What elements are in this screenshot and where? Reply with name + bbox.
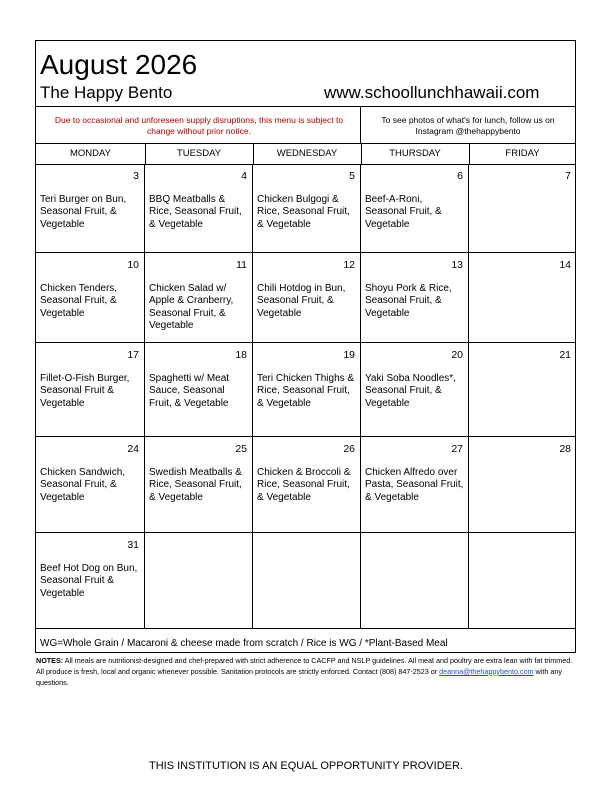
- date-number: 26: [343, 443, 355, 455]
- notes-text: All meals are nutritionist-designed and chef-prepared with strict adherence to CACFP and NSLP guidelines. All meat and poultry are extra lean with fat trimmed. All produce is fresh, local and organic whenever possible. Sanitation protocols are strictly enforced. Contact (808) 847-2523 or: [36, 656, 573, 676]
- supply-notice: Due to occasional and unforeseen supply disruptions, this menu is subject to change without prior notice.: [54, 115, 344, 136]
- day-cell: [36, 253, 145, 343]
- notes: [36, 656, 576, 688]
- divider: [145, 143, 146, 164]
- day-cell: [253, 343, 361, 437]
- legend: WG=Whole Grain / Macaroni & cheese made from scratch / Rice is WG / *Plant-Based Meal: [40, 638, 448, 649]
- instagram-note: To see photos of what's for lunch, follow us on Instagram @thehappybento: [381, 115, 555, 136]
- meal-description: Chicken Salad w/ Apple & Cranberry, Seasonal Fruit, & Vegetable: [149, 283, 234, 331]
- day-cell: [145, 164, 253, 253]
- meal-description: Beef Hot Dog on Bun, Seasonal Fruit & Vegetable: [40, 563, 138, 599]
- date-number: 20: [451, 349, 463, 361]
- day-header-wednesday: WEDNESDAY: [276, 148, 338, 159]
- meal-description: Beef-A-Roni, Seasonal Fruit, & Vegetable: [365, 194, 442, 230]
- date-number: 4: [241, 170, 247, 182]
- meal-description: Teri Burger on Bun, Seasonal Fruit, & Vegetable: [40, 194, 127, 230]
- meal-description: Yaki Soba Noodles*, Seasonal Fruit, & Vegetable: [365, 373, 456, 409]
- date-number: 18: [235, 349, 247, 361]
- day-cell: [469, 533, 576, 629]
- day-cell: [361, 343, 469, 437]
- meal-description: Teri Chicken Thighs & Rice, Seasonal Fruit, & Vegetable: [257, 373, 355, 409]
- date-number: 14: [559, 259, 571, 271]
- date-number: 3: [133, 170, 139, 182]
- divider: [360, 106, 361, 143]
- day-header-tuesday: TUESDAY: [176, 148, 222, 159]
- day-header-thursday: THURSDAY: [389, 148, 441, 159]
- notes-label: NOTES:: [36, 656, 64, 665]
- day-cell: [36, 533, 145, 629]
- meal-description: Spaghetti w/ Meat Sauce, Seasonal Fruit, & Vegetable: [149, 373, 230, 409]
- day-cell: [36, 164, 145, 253]
- email-link[interactable]: deanna@thehappybento.com: [439, 666, 534, 676]
- date-number: 12: [343, 259, 355, 271]
- day-header-friday: FRIDAY: [505, 148, 540, 159]
- notes-suffix: with any questions.: [36, 666, 562, 687]
- day-cell: [253, 164, 361, 253]
- day-cell: [469, 437, 576, 533]
- day-cell: [361, 533, 469, 629]
- divider: [36, 143, 575, 144]
- day-cell: [361, 164, 469, 253]
- day-cell: [361, 253, 469, 343]
- day-cell: [361, 437, 469, 533]
- meal-description: Chicken & Broccoli & Rice, Seasonal Fruit, & Vegetable: [257, 467, 351, 503]
- date-number: 11: [236, 259, 247, 271]
- day-cell: [36, 437, 145, 533]
- divider: [469, 143, 470, 164]
- day-header-monday: MONDAY: [70, 148, 111, 159]
- day-cell: [253, 253, 361, 343]
- day-cell: [145, 343, 253, 437]
- date-number: 5: [349, 170, 355, 182]
- date-number: 13: [451, 259, 463, 271]
- footer: THIS INSTITUTION IS AN EQUAL OPPORTUNITY PROVIDER.: [149, 760, 463, 772]
- date-number: 6: [457, 170, 463, 182]
- meal-description: Chicken Bulgogi & Rice, Seasonal Fruit, & Vegetable: [257, 194, 350, 230]
- meal-description: BBQ Meatballs & Rice, Seasonal Fruit, & Vegetable: [149, 194, 242, 230]
- meal-description: Chicken Alfredo over Pasta, Seasonal Fruit, & Vegetable: [365, 467, 464, 503]
- date-number: 24: [127, 443, 139, 455]
- day-cell: [469, 164, 576, 253]
- meal-description: Chicken Tenders, Seasonal Fruit, & Vegetable: [40, 283, 118, 319]
- date-number: 28: [559, 443, 571, 455]
- meal-description: Fillet-O-Fish Burger, Seasonal Fruit & Vegetable: [40, 373, 130, 409]
- meal-description: Swedish Meatballs & Rice, Seasonal Fruit, & Vegetable: [149, 467, 242, 503]
- divider: [361, 143, 362, 164]
- day-cell: [469, 253, 576, 343]
- divider: [36, 106, 575, 107]
- company-name: The Happy Bento: [40, 83, 173, 102]
- date-number: 27: [451, 443, 463, 455]
- website-link[interactable]: www.schoollunchhawaii.com: [324, 83, 540, 102]
- day-cell: [36, 343, 145, 437]
- date-number: 7: [565, 170, 571, 182]
- day-cell: [145, 253, 253, 343]
- day-cell: [253, 533, 361, 629]
- menu-calendar: [35, 40, 576, 653]
- date-number: 21: [559, 349, 571, 361]
- meal-description: Shoyu Pork & Rice, Seasonal Fruit, & Vegetable: [365, 283, 452, 319]
- page-title: August 2026: [40, 49, 198, 80]
- day-cell: [469, 343, 576, 437]
- date-number: 25: [235, 443, 247, 455]
- meal-description: Chicken Sandwich, Seasonal Fruit, & Vegetable: [40, 467, 126, 503]
- day-cell: [145, 533, 253, 629]
- day-cell: [253, 437, 361, 533]
- date-number: 10: [127, 259, 139, 271]
- date-number: 31: [127, 539, 139, 551]
- meal-description: Chili Hotdog in Bun, Seasonal Fruit, & Vegetable: [257, 283, 346, 319]
- divider: [253, 143, 254, 164]
- date-number: 17: [127, 349, 139, 361]
- date-number: 19: [343, 349, 355, 361]
- day-cell: [145, 437, 253, 533]
